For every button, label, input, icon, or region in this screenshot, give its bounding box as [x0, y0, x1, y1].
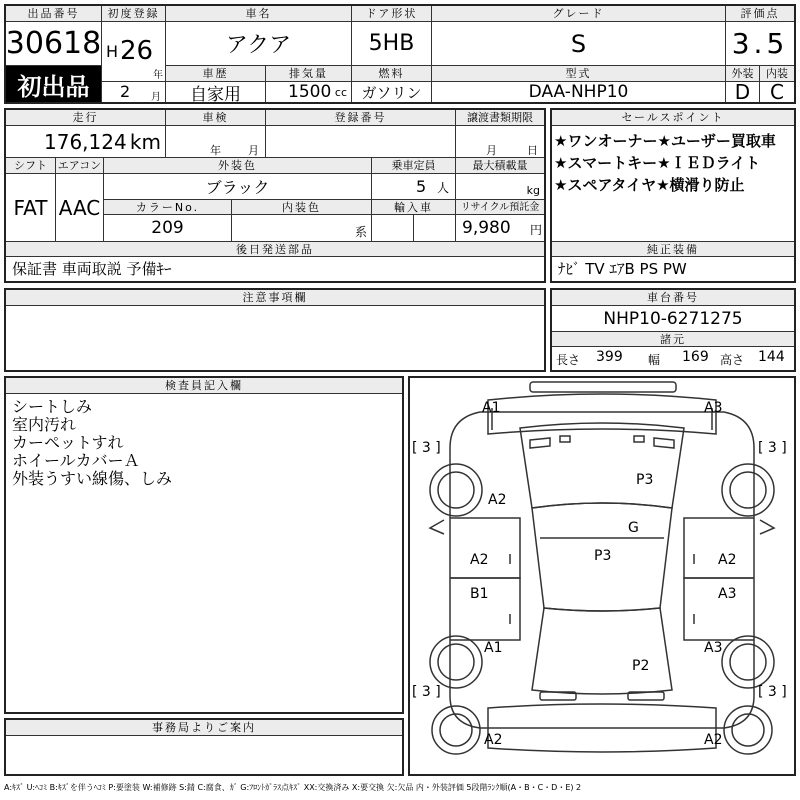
- color-number: 209: [104, 215, 232, 241]
- seats-cell: [372, 174, 456, 200]
- seats-unit: 人: [436, 181, 449, 195]
- inspection-label: 車検: [166, 110, 266, 126]
- car-name: アクア: [166, 22, 352, 66]
- inspector-label: 検査員記入欄: [6, 378, 402, 394]
- grade-label: グレード: [432, 6, 726, 22]
- displacement: 1500: [288, 82, 332, 102]
- chassis-label: 車台番号: [552, 290, 794, 306]
- lot-number-label: 出品番号: [6, 6, 102, 22]
- later-parts: 保証書 車両取説 予備ｷｰ: [12, 260, 172, 278]
- plate-cell: [266, 126, 456, 158]
- inspector-note: 室内汚れ: [12, 415, 77, 434]
- plate-label: 登録番号: [266, 110, 456, 126]
- recycle-fee: 9,980: [462, 218, 511, 238]
- mileage-unit: km: [129, 130, 161, 154]
- mileage-label: 走行: [6, 110, 166, 126]
- inspector-note: カーペットすれ: [12, 433, 124, 452]
- mark-rear-left: A2: [484, 732, 503, 748]
- sales-point: ★ワンオーナー★ユーザー買取車: [554, 132, 776, 150]
- inspection-year-unit: 年: [210, 144, 221, 157]
- exterior-grade: D: [726, 82, 760, 102]
- office-label: 事務局よりご案内: [6, 720, 402, 736]
- model-code: DAA-NHP10: [432, 82, 726, 102]
- seats-label: 乗車定員: [372, 158, 456, 174]
- sales-point: ★スペアタイヤ★横滑り防止: [554, 176, 745, 194]
- legend: A:ｷｽﾞ U:ﾍｺﾐ B:ｷｽﾞを伴うﾍｺﾐ P:要塗装 W:補修跡 S:錆 C:腐食、ｶﾞ G:ﾌﾛﾝﾄｶﾞﾗｽ点ｷｽﾞ XX:交換済み X:要交換 欠:欠品 内・外装評価 5段階ﾗﾝｸ順(A・B・C・D・E) 2: [4, 783, 582, 792]
- height-label: 高さ: [720, 353, 745, 367]
- recycle-label: リサイクル預託金: [456, 200, 544, 215]
- displacement-label: 排気量: [266, 66, 352, 82]
- registration-year-cell: [102, 22, 166, 82]
- width-label: 幅: [648, 353, 661, 367]
- interior-grade: C: [770, 82, 784, 102]
- inspection-month-unit: 月: [248, 144, 259, 157]
- sales-points-list: [554, 130, 794, 220]
- displacement-unit: cc: [334, 86, 347, 99]
- displacement-cell: [266, 82, 352, 102]
- seats: 5: [416, 177, 427, 196]
- mark-tire-rl: [ 3 ]: [412, 684, 441, 700]
- fuel: ガソリン: [352, 82, 432, 102]
- interior-grade-label: 内装: [760, 66, 794, 82]
- mark-fender-left: A2: [488, 492, 507, 508]
- color-label: 外装色: [104, 158, 372, 174]
- length: 399: [596, 349, 623, 365]
- header-block: [4, 4, 796, 104]
- mark-quarter-right: A3: [704, 640, 723, 656]
- mark-front-door-right: A2: [718, 552, 737, 568]
- sales-points-label: セールスポイント: [552, 110, 794, 126]
- import-cell-a: [372, 215, 414, 241]
- damage-diagram: [408, 376, 796, 776]
- car-name-label: 車名: [166, 6, 352, 22]
- history-label: 車歴: [166, 66, 266, 82]
- height: 144: [758, 349, 785, 365]
- dims-row: [552, 347, 794, 370]
- model-label: 型式: [432, 66, 726, 82]
- transfer-month-unit: 月: [486, 144, 497, 157]
- ac-label: エアコン: [56, 158, 104, 174]
- grade: S: [432, 22, 726, 66]
- dims-label: 諸元: [552, 332, 794, 347]
- door-label: ドア形状: [352, 6, 432, 22]
- mark-front-left: A1: [482, 400, 501, 416]
- transfer-label: 譲渡書類期限: [456, 110, 544, 126]
- interior-color-unit: 系: [354, 225, 367, 239]
- inspection-cell: [166, 126, 266, 158]
- mark-hood: P3: [636, 472, 654, 488]
- inspector-note: シートしみ: [12, 397, 93, 416]
- registration-month-cell: [102, 82, 166, 102]
- inspector-note: ホイールカバーＡ: [12, 451, 140, 470]
- era: H: [106, 42, 119, 61]
- load-unit: kg: [526, 184, 540, 197]
- mark-rear-right: A2: [704, 732, 723, 748]
- mark-trunk: P2: [632, 658, 650, 674]
- mark-windshield: G: [628, 520, 639, 536]
- load-label: 最大積載量: [456, 158, 544, 174]
- score: 3.5: [726, 22, 794, 66]
- spec-block: [4, 108, 546, 283]
- equipment: ﾅﾋﾞ TV ｴｱB PS PW: [558, 260, 687, 278]
- recycle-cell: [456, 215, 544, 241]
- notes-block: [4, 288, 546, 372]
- car-outline: [410, 378, 794, 774]
- mark-tire-fr: [ 3 ]: [758, 440, 787, 456]
- mark-roof: P3: [594, 548, 612, 564]
- recycle-unit: 円: [529, 223, 542, 237]
- interior-color-cell: [232, 215, 372, 241]
- fuel-label: 燃料: [352, 66, 432, 82]
- interior-color-label: 内装色: [232, 200, 372, 215]
- color-no-label: カラーNo.: [104, 200, 232, 215]
- mark-front-door-left: A2: [470, 552, 489, 568]
- shift: FAT: [6, 174, 56, 241]
- inspector-notes: [6, 394, 402, 594]
- mark-tire-fl: [ 3 ]: [412, 440, 441, 456]
- inspector-note: 外装うすい線傷、しみ: [12, 469, 173, 488]
- notes-label: 注意事項欄: [6, 290, 544, 306]
- later-parts-label: 後日発送部品: [6, 241, 544, 257]
- first-listing-badge: 初出品: [6, 66, 102, 102]
- mileage: 176,124: [44, 130, 127, 154]
- registration-year: 26: [120, 36, 154, 66]
- score-label: 評価点: [726, 6, 794, 22]
- load-cell: [456, 174, 544, 200]
- month-unit: 月: [151, 92, 161, 102]
- import-cell-b: [414, 215, 456, 241]
- transfer-day-unit: 日: [527, 144, 538, 157]
- mark-front-right: A3: [704, 400, 723, 416]
- registration-month: 2: [120, 82, 131, 101]
- shift-label: シフト: [6, 158, 56, 174]
- chassis-number: NHP10-6271275: [552, 306, 794, 332]
- import-label: 輸入車: [372, 200, 456, 215]
- year-unit: 年: [153, 70, 163, 81]
- door-type: 5HB: [352, 22, 432, 66]
- exterior-grade-label: 外装: [726, 66, 760, 82]
- ac: AAC: [56, 174, 104, 241]
- mark-rear-door-right: A3: [718, 586, 737, 602]
- office-block: [4, 718, 404, 776]
- exterior-color: ブラック: [104, 174, 372, 200]
- mark-rear-door-left: B1: [470, 586, 489, 602]
- equipment-label: 純正装備: [552, 241, 794, 257]
- inspector-block: [4, 376, 404, 714]
- mark-tire-rr: [ 3 ]: [758, 684, 787, 700]
- sales-point: ★スマートキー★ＩＥＤライト: [554, 154, 761, 172]
- width: 169: [682, 349, 709, 365]
- mark-quarter-left: A1: [484, 640, 503, 656]
- sales-points-block: [550, 108, 796, 283]
- length-label: 長さ: [556, 353, 581, 367]
- mileage-cell: [6, 126, 166, 158]
- registration-label: 初度登録: [102, 6, 166, 22]
- car-history: 自家用: [166, 82, 266, 102]
- lot-number: 30618: [6, 22, 102, 66]
- chassis-block: [550, 288, 796, 372]
- transfer-cell: [456, 126, 544, 158]
